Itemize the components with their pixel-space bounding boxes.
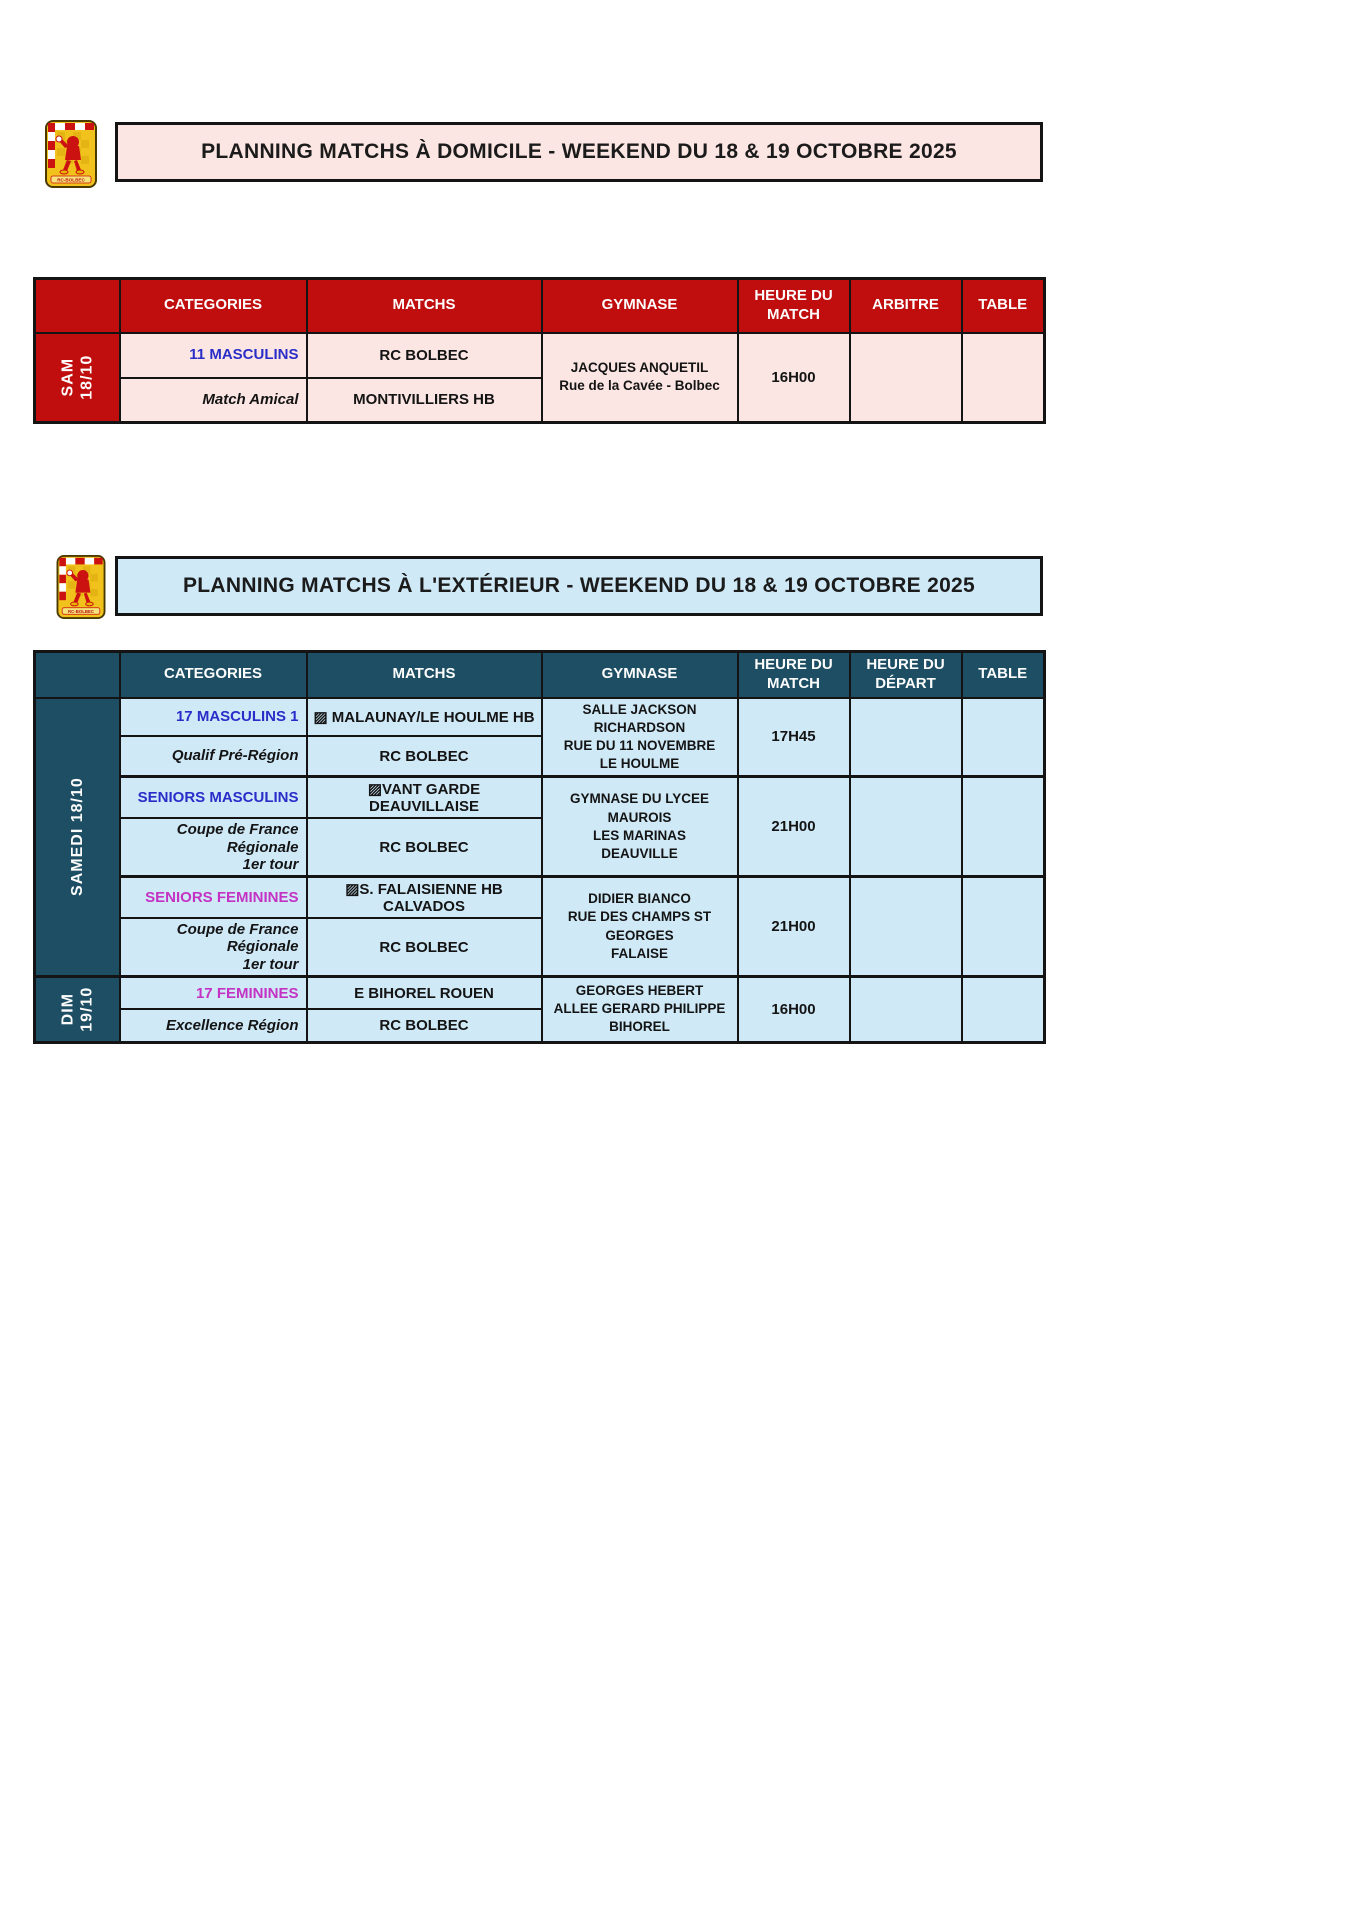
away-g1-category-sub: Qualif Pré-Région <box>120 736 307 777</box>
away-g2-category: SENIORS MASCULINS <box>120 777 307 819</box>
home-header-day <box>35 279 120 333</box>
away-g1-match-top: ▨ MALAUNAY/LE HOULME HB <box>307 698 542 736</box>
away-g3-heure-depart <box>850 877 962 977</box>
away-g3-gymnase: DIDIER BIANCO RUE DES CHAMPS ST GEORGES FALAISE <box>542 877 738 977</box>
away-header-heure-depart: HEURE DU DÉPART <box>850 652 962 698</box>
home-category: 11 MASCULINS <box>120 333 307 378</box>
home-banner-title: PLANNING MATCHS À DOMICILE - WEEKEND DU 18 & 19 OCTOBRE 2025 <box>201 140 957 163</box>
away-g1-category: 17 MASCULINS 1 <box>120 698 307 736</box>
home-header-row <box>35 279 1045 333</box>
away-row-g2a <box>35 777 1045 819</box>
away-row-g4a <box>35 976 1045 1009</box>
away-header-heure-match: HEURE DU MATCH <box>738 652 850 698</box>
away-header-row <box>35 652 1045 698</box>
home-schedule-table <box>33 277 1046 424</box>
away-g2-match-top: ▨VANT GARDE DEAUVILLAISE <box>307 777 542 819</box>
home-day-cell <box>35 333 120 423</box>
away-g4-match-bottom: RC BOLBEC <box>307 1009 542 1042</box>
away-day-sunday-label: DIM 19/10 <box>59 986 96 1032</box>
away-g4-table <box>962 976 1045 1042</box>
away-header-table: TABLE <box>962 652 1045 698</box>
home-match-top: RC BOLBEC <box>307 333 542 378</box>
home-banner <box>115 122 1043 182</box>
away-g3-table <box>962 877 1045 977</box>
away-row-g3a <box>35 877 1045 919</box>
away-g1-heure-match: 17H45 <box>738 698 850 777</box>
away-day-sunday-cell <box>35 976 120 1042</box>
home-row-1 <box>35 333 1045 378</box>
home-header-arbitre: ARBITRE <box>850 279 962 333</box>
away-header-day <box>35 652 120 698</box>
away-row-g1a <box>35 698 1045 736</box>
away-g1-heure-depart <box>850 698 962 777</box>
away-g2-heure-depart <box>850 777 962 877</box>
away-banner <box>115 556 1043 616</box>
away-banner-title: PLANNING MATCHS À L'EXTÉRIEUR - WEEKEND DU 18 & 19 OCTOBRE 2025 <box>182 574 976 597</box>
club-crest-logo <box>56 555 106 619</box>
home-arbitre <box>850 333 962 423</box>
home-header-gymnase: GYMNASE <box>542 279 738 333</box>
home-table-cell <box>962 333 1045 423</box>
away-header-gymnase: GYMNASE <box>542 652 738 698</box>
away-g4-gymnase: GEORGES HEBERT ALLEE GERARD PHILIPPE BIHOREL <box>542 976 738 1042</box>
home-category-sub: Match Amical <box>120 378 307 423</box>
home-header-categories: CATEGORIES <box>120 279 307 333</box>
away-g2-match-bottom: RC BOLBEC <box>307 818 542 876</box>
away-g2-gymnase: GYMNASE DU LYCEE MAUROIS LES MARINAS DEAUVILLE <box>542 777 738 877</box>
away-g4-category-sub: Excellence Région <box>120 1009 307 1042</box>
away-g4-category: 17 FEMININES <box>120 976 307 1009</box>
home-heure-match: 16H00 <box>738 333 850 423</box>
home-header-heure-match: HEURE DU MATCH <box>738 279 850 333</box>
home-header-matchs: MATCHS <box>307 279 542 333</box>
home-day-label: SAM 18/10 <box>59 354 96 400</box>
away-g3-category-sub: Coupe de France Régionale 1er tour <box>120 918 307 976</box>
away-g3-category: SENIORS FEMININES <box>120 877 307 919</box>
away-g1-table <box>962 698 1045 777</box>
away-g2-category-sub: Coupe de France Régionale 1er tour <box>120 818 307 876</box>
away-g4-heure-match: 16H00 <box>738 976 850 1042</box>
svg-text:RC-BOLBEC: RC-BOLBEC <box>57 177 85 183</box>
away-g1-match-bottom: RC BOLBEC <box>307 736 542 777</box>
away-schedule-table <box>33 650 1046 1044</box>
away-g3-heure-match: 21H00 <box>738 877 850 977</box>
away-g2-heure-match: 21H00 <box>738 777 850 877</box>
away-g4-heure-depart <box>850 976 962 1042</box>
away-g4-match-top: E BIHOREL ROUEN <box>307 976 542 1009</box>
away-g1-gymnase: SALLE JACKSON RICHARDSON RUE DU 11 NOVEMBRE LE HOULME <box>542 698 738 777</box>
home-match-bottom: MONTIVILLIERS HB <box>307 378 542 423</box>
away-g3-match-bottom: RC BOLBEC <box>307 918 542 976</box>
away-day-saturday-label: SAMEDI 18/10 <box>68 777 86 897</box>
away-day-saturday-cell <box>35 698 120 977</box>
svg-text:RC-BOLBEC: RC-BOLBEC <box>68 608 94 614</box>
away-g2-table <box>962 777 1045 877</box>
away-header-categories: CATEGORIES <box>120 652 307 698</box>
away-header-matchs: MATCHS <box>307 652 542 698</box>
home-gymnase: JACQUES ANQUETIL Rue de la Cavée - Bolbec <box>542 333 738 423</box>
away-g3-match-top: ▨S. FALAISIENNE HB CALVADOS <box>307 877 542 919</box>
home-header-table: TABLE <box>962 279 1045 333</box>
club-crest-logo <box>45 120 97 188</box>
